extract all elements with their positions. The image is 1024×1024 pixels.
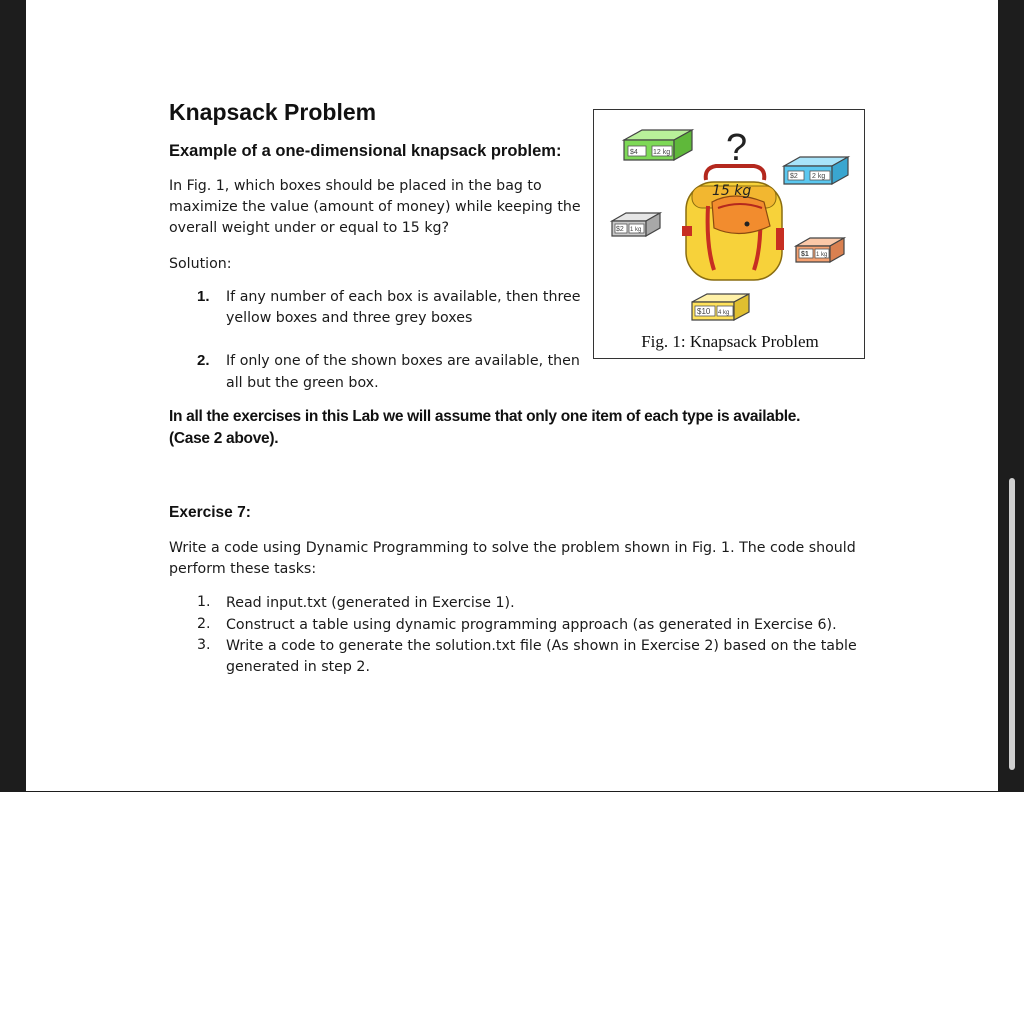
task-number: 1.: [197, 594, 211, 610]
solution-label: Solution:: [169, 256, 232, 272]
orange-box-value: $1: [801, 251, 809, 258]
exercise-title: Exercise 7:: [169, 504, 251, 521]
yellow-box-weight: 4 kg: [718, 310, 730, 316]
task-number: 3.: [197, 637, 211, 653]
task-line: Construct a table using dynamic programming approach (as generated in Exercise 6).: [226, 617, 837, 633]
bag-capacity-label: 15 kg: [712, 183, 752, 199]
knapsack-figure: [593, 109, 865, 359]
blue-box-value: $2: [790, 173, 798, 180]
exercise-intro-line: perform these tasks:: [169, 561, 317, 577]
green-box-weight: 12 kg: [653, 149, 671, 156]
intro-line: In Fig. 1, which boxes should be placed in the bag to: [169, 178, 542, 194]
scrollbar[interactable]: [1009, 478, 1015, 770]
blue-box-weight: 2 kg: [812, 173, 826, 180]
green-box: [624, 130, 692, 160]
knapsack-illustration: [594, 110, 866, 360]
yellow-box-value: $10: [697, 307, 711, 316]
page-title: Knapsack Problem: [169, 99, 377, 125]
intro-line: overall weight under or equal to 15 kg?: [169, 220, 450, 236]
exercise-intro-line: Write a code using Dynamic Programming to solve the problem shown in Fig. 1. The code should: [169, 540, 856, 556]
question-mark: ?: [726, 127, 748, 169]
solution-line: yellow boxes and three grey boxes: [226, 310, 473, 326]
grey-box-weight: 1 kg: [630, 227, 642, 233]
page-bottom-edge: [0, 791, 1024, 792]
task-number: 2.: [197, 616, 211, 632]
left-background-bar: [0, 0, 26, 792]
orange-box-weight: 1 kg: [816, 252, 828, 258]
task-line: Write a code to generate the solution.txt file (As shown in Exercise 2) based on the table: [226, 638, 857, 654]
solution-number: 1.: [197, 288, 210, 305]
section-subtitle: Example of a one-dimensional knapsack problem:: [169, 142, 562, 160]
solution-line: all but the green box.: [226, 375, 379, 391]
grey-box-value: $2: [616, 226, 624, 233]
blue-box: [784, 157, 848, 184]
solution-line: If only one of the shown boxes are available, then: [226, 353, 580, 369]
green-box-value: $4: [630, 149, 638, 156]
task-line: Read input.txt (generated in Exercise 1).: [226, 595, 515, 611]
assumption-note-line: In all the exercises in this Lab we will assume that only one item of each type is available.: [169, 408, 801, 425]
task-line: generated in step 2.: [226, 659, 370, 675]
grey-box: [612, 213, 660, 236]
assumption-note: [169, 406, 800, 450]
figure-caption: Fig. 1: Knapsack Problem: [641, 332, 819, 351]
solution-line: If any number of each box is available, then three: [226, 289, 581, 305]
yellow-box: [692, 294, 749, 320]
assumption-note-line: (Case 2 above).: [169, 430, 279, 447]
intro-line: maximize the value (amount of money) while keeping the: [169, 199, 581, 215]
solution-number: 2.: [197, 352, 210, 369]
orange-box: [796, 238, 844, 262]
